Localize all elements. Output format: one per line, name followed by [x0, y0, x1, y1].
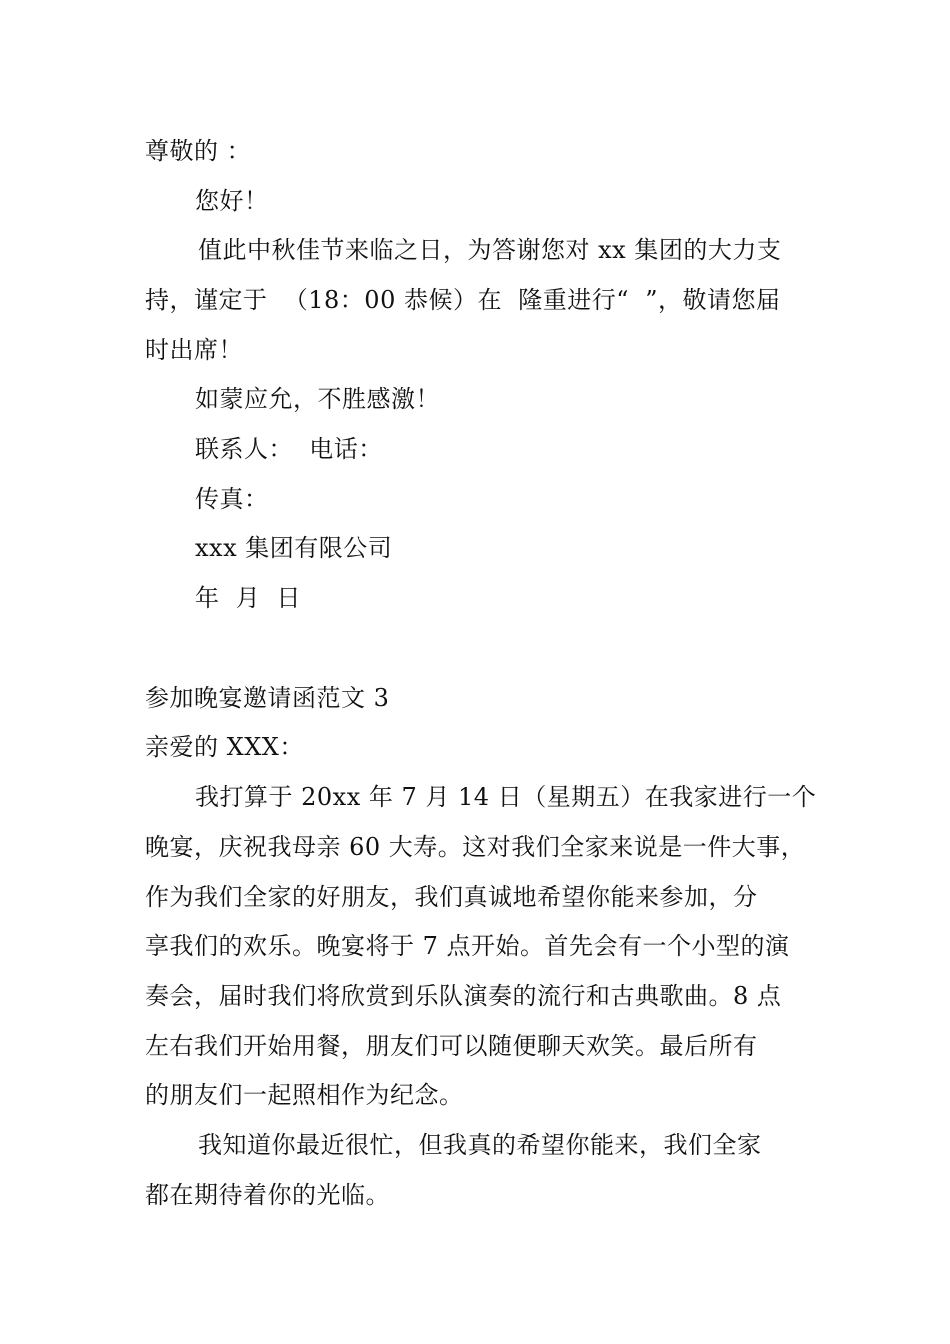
closing-line: 如蒙应允，不胜感激！	[195, 385, 440, 413]
contact-line: 联系人： 电话：	[195, 435, 383, 463]
date-line: 年 月 日	[195, 584, 302, 612]
paragraph-line: 晚宴，庆祝我母亲 60 大寿。这对我们全家来说是一件大事，	[145, 833, 806, 861]
paragraph-line: 的朋友们一起照相作为纪念。	[145, 1081, 464, 1109]
body-line: 持，谨定于 （18：00 恭候）在 隆重进行“ ”，敬请您届	[145, 286, 781, 314]
paragraph-line: 作为我们全家的好朋友，我们真诚地希望你能来参加，分	[145, 883, 758, 911]
paragraph-line: 我知道你最近很忙，但我真的希望你能来，我们全家	[198, 1131, 762, 1159]
body-line: 时出席！	[145, 336, 243, 364]
paragraph-line: 享我们的欢乐。晚宴将于 7 点开始。首先会有一个小型的演	[145, 932, 790, 960]
fax-line: 传真：	[195, 485, 269, 513]
paragraph-line: 我打算于 20xx 年 7 月 14 日（星期五）在我家进行一个	[195, 783, 817, 811]
company-name: xxx 集团有限公司	[195, 534, 393, 562]
body-line: 值此中秋佳节来临之日，为答谢您对 xx 集团的大力支	[198, 236, 782, 264]
paragraph-line: 左右我们开始用餐，朋友们可以随便聊天欢笑。最后所有	[145, 1032, 758, 1060]
salutation: 尊敬的 ：	[145, 137, 252, 165]
paragraph-line: 奏会，届时我们将欣赏到乐队演奏的流行和古典歌曲。8 点	[145, 982, 782, 1010]
greeting: 您好！	[195, 187, 269, 215]
paragraph-line: 都在期待着你的光临。	[145, 1181, 390, 1209]
salutation: 亲爱的 XXX：	[145, 733, 304, 761]
section-title: 参加晚宴邀请函范文 3	[145, 684, 390, 712]
